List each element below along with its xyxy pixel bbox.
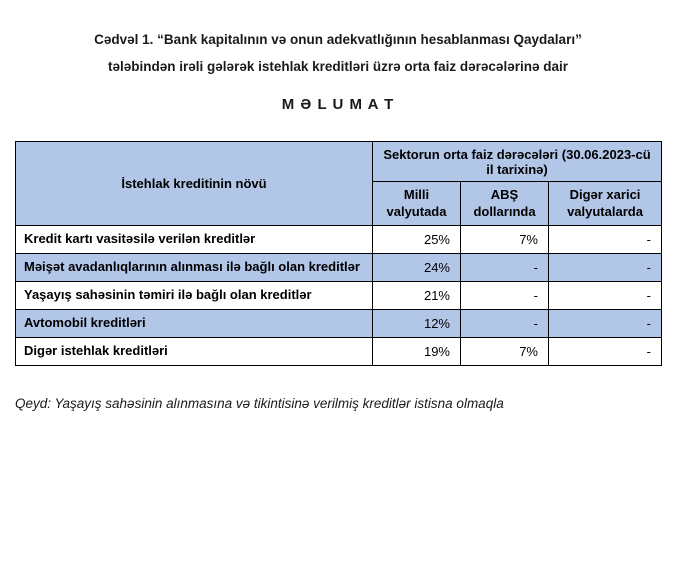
- cell-other-currencies: -: [549, 338, 662, 366]
- row-label: Məişət avadanlıqlarının alınması ilə bağlı olan kreditlər: [16, 254, 373, 282]
- column-header-national-currency: Milli valyutada: [373, 182, 461, 226]
- cell-national-currency: 21%: [373, 282, 461, 310]
- column-header-usd: ABŞ dollarında: [461, 182, 549, 226]
- table-row: [16, 254, 662, 282]
- cell-usd: -: [461, 310, 549, 338]
- cell-usd: 7%: [461, 338, 549, 366]
- column-header-credit-type: İstehlak kreditinin növü: [16, 142, 373, 226]
- cell-other-currencies: -: [549, 254, 662, 282]
- cell-national-currency: 24%: [373, 254, 461, 282]
- cell-usd: 7%: [461, 226, 549, 254]
- column-header-other-currencies: Digər xarici valyutalarda: [549, 182, 662, 226]
- document-title: [0, 26, 676, 80]
- table-body: [16, 226, 662, 366]
- rates-table: [15, 141, 662, 366]
- cell-national-currency: 25%: [373, 226, 461, 254]
- table-row: [16, 310, 662, 338]
- document-subtitle: M Ə L U M A T: [281, 96, 395, 113]
- row-label: Kredit kartı vasitəsilə verilən kreditlər: [16, 226, 373, 254]
- header-row-group: [16, 142, 662, 182]
- cell-other-currencies: -: [549, 310, 662, 338]
- cell-national-currency: 12%: [373, 310, 461, 338]
- column-header-sector-rates: Sektorun orta faiz dərəcələri (30.06.2023-cü il tarixinə): [373, 142, 662, 182]
- table-row: [16, 338, 662, 366]
- row-label: Avtomobil kreditləri: [16, 310, 373, 338]
- cell-national-currency: 19%: [373, 338, 461, 366]
- cell-other-currencies: -: [549, 226, 662, 254]
- cell-usd: -: [461, 282, 549, 310]
- cell-usd: -: [461, 254, 549, 282]
- title-line-1: Cədvəl 1. “Bank kapitalının və onun adekvatlığının hesablanması Qaydaları”: [94, 32, 582, 47]
- title-line-2: tələbindən irəli gələrək istehlak kreditləri üzrə orta faiz dərəcələrinə dair: [108, 59, 568, 74]
- row-label: Yaşayış sahəsinin təmiri ilə bağlı olan kreditlər: [16, 282, 373, 310]
- row-label: Digər istehlak kreditləri: [16, 338, 373, 366]
- table-row: [16, 282, 662, 310]
- footnote: Qeyd: Yaşayış sahəsinin alınmasına və tikintisinə verilmiş kreditlər istisna olmaqla: [15, 396, 504, 411]
- cell-other-currencies: -: [549, 282, 662, 310]
- table-row: [16, 226, 662, 254]
